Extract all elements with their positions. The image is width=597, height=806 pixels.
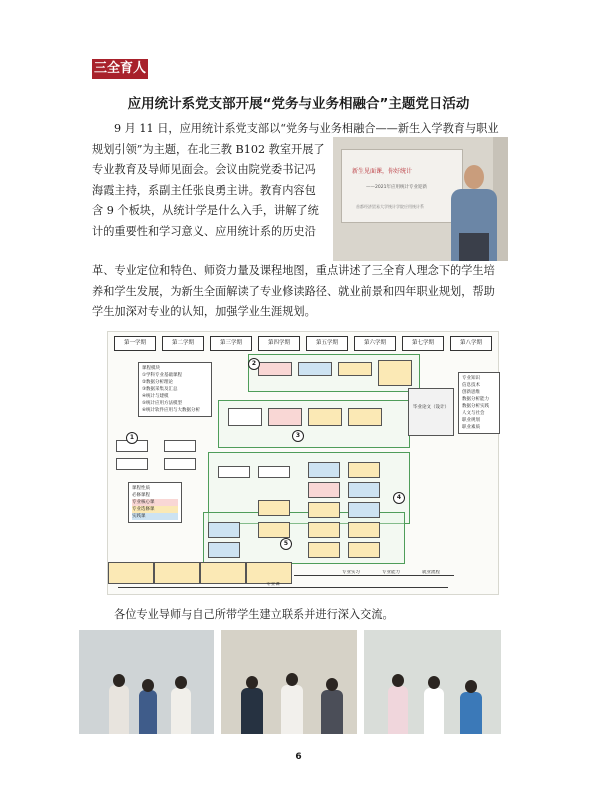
person-head [113,674,125,687]
bottom-bar-label: 专业课 [266,582,280,587]
course-node [348,408,382,426]
person-head [392,674,404,687]
legend-item: ③数据采集及汇总 [142,387,178,392]
person-figure [460,692,482,734]
course-node [208,542,240,558]
semester-header: 第四学期 [258,336,300,351]
module-number: 4 [393,492,405,504]
career-item: 数据分析能力 [462,397,489,402]
career-item: 信息技术 [462,383,480,388]
course-node [338,362,372,376]
course-node [154,562,200,584]
course-node [218,466,250,478]
module-number: 2 [248,358,260,370]
course-type-legend [128,482,182,523]
course-node [246,562,292,584]
legend-item: 专业选修课 [132,506,178,513]
course-node [164,458,196,470]
legend-item: 实践课 [132,513,178,520]
course-node [258,522,290,538]
legend-item: 专业核心课 [132,499,178,506]
course-node [378,360,412,386]
photo-caption: 各位专业导师与自己所带学生建立联系并进行深入交流。 [114,608,394,621]
module-number: 1 [126,432,138,444]
mentor-photo-2 [221,630,357,734]
course-node [164,440,196,452]
bottom-label: 就业流程 [422,570,440,575]
person-figure [388,686,408,734]
course-node [258,466,290,478]
speaker-head [464,165,484,189]
curriculum-map-diagram [107,331,499,595]
thesis-box [408,388,454,436]
person-figure [171,688,191,734]
legend-title: 课程性质 [132,486,150,491]
course-node [208,522,240,538]
bottom-label: 专业实习 [342,570,360,575]
module-number: 3 [292,430,304,442]
course-node [308,542,340,558]
paragraph-1-line: 海霞主持，系副主任张良勇主讲。教育内容包 [92,183,316,197]
semester-header: 第三学期 [210,336,252,351]
course-node [348,482,380,498]
paragraph-2-line: 学生加深对专业的认知，加强学业生涯规划。 [92,305,316,318]
course-node [116,458,148,470]
course-node [348,502,380,518]
paragraph-1-line: 规划引领”为主题，在北三教 B102 教室开展了 [92,142,325,156]
course-node [228,408,262,426]
course-node [200,562,246,584]
course-node [308,502,340,518]
person-head [142,679,154,692]
career-item: 职业素质 [462,425,480,430]
paragraph-2-line: 养和学生发展，为新生全面解读了专业修读路径、就业前景和四年职业规划，帮助 [92,284,495,298]
legend-item: ④统计与建模 [142,394,169,399]
lecture-photo [333,137,508,261]
course-node [348,462,380,478]
paragraph-2 [92,261,507,323]
person-head [326,678,338,691]
course-node [108,562,154,584]
person-head [428,676,440,689]
person-head [286,673,298,686]
person-figure [424,688,444,734]
course-node [308,482,340,498]
legend-item: ①学科专业基础课程 [142,373,183,378]
course-node [308,522,340,538]
thesis-label: 毕业论文（设计） [413,405,449,410]
person-figure [109,685,129,734]
semester-header: 第七学期 [402,336,444,351]
course-node [308,462,340,478]
person-head [465,680,477,693]
article-title: 应用统计系党支部开展“党务与业务相融合”主题党日活动 [127,96,470,112]
legend-item: ⑤统计应用方法模型 [142,401,183,406]
semester-header: 第六学期 [354,336,396,351]
career-item: 创新思维 [462,390,480,395]
semester-header: 第一学期 [114,336,156,351]
legend-item: 必修课程 [132,492,178,499]
page-number: 6 [295,752,302,762]
paragraph-1-line: 专业教育及导师见面会。会议由院党委书记冯 [92,163,316,176]
person-figure [281,685,303,734]
semester-header: 第五学期 [306,336,348,351]
person-figure [321,690,343,734]
slide-footer: 首都经济贸易大学统计学院应用统计系 [356,204,424,209]
semester-header: 第八学期 [450,336,492,351]
person-figure [241,688,263,734]
projection-screen [341,149,463,223]
career-item: 职业规划 [462,418,480,423]
slide-title: 新生见面课，你好统计 [352,168,413,175]
legend-title: 课程模块 [142,366,160,371]
paragraph-1-line: 含 9 个板块，从统计学是什么入手，讲解了统 [92,204,319,217]
course-node [268,408,302,426]
course-node [258,362,292,376]
paragraph-2-line: 革、专业定位和特色、师资力量及课程地图，重点讲述了三全育人理念下的学生培 [92,264,495,277]
paragraph-1-line: 计的重要性和学习意义、应用统计系的历史沿 [92,224,316,238]
mentor-photo-1 [79,630,214,734]
bottom-label: 专业能力 [382,570,400,575]
person-figure [139,690,157,734]
career-item: 人文与社会 [462,411,485,416]
section-tag: 三全育人 [92,59,148,79]
semester-header: 第二学期 [162,336,204,351]
course-node [348,542,380,558]
person-head [175,676,187,689]
course-node [298,362,332,376]
course-node [348,522,380,538]
career-outcomes [458,372,500,434]
speaker-legs [459,233,489,261]
career-item: 数据分析实践 [462,404,489,409]
legend-item: ⑥统计软件应用与大数据分析 [142,408,201,413]
course-node [258,500,290,516]
legend-item: ②数据分析理论 [142,380,174,385]
paragraph-1-line: 9 月 11 日，应用统计系党支部以“党务与业务相融合——新生入学教育与职业 [114,122,499,135]
career-item: 专业知识 [462,376,480,381]
course-node [308,408,342,426]
person-head [246,676,258,689]
slide-subtitle: ——2021年应用统计专业迎新 [366,185,427,190]
module-legend [138,362,212,417]
module-number: 5 [280,538,292,550]
mentor-photo-3 [364,630,501,734]
